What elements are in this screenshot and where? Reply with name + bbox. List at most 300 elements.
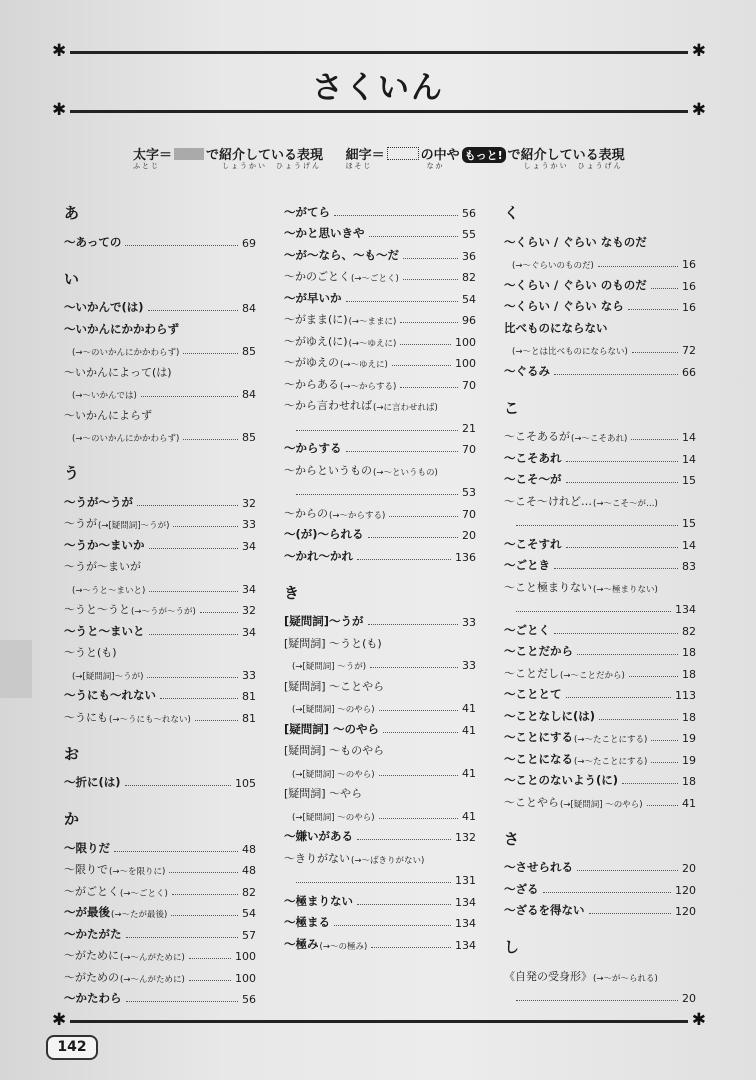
entry-text: ～からある — [284, 377, 339, 391]
entry-text: ～いかんによらず — [64, 408, 152, 422]
leader-dots — [599, 719, 678, 720]
title-underline-rule — [52, 100, 706, 120]
index-column-3 — [504, 198, 696, 1005]
leader-dots — [651, 740, 678, 741]
leader-dots — [371, 947, 451, 948]
entry-cross-reference: (→～を限りに) — [109, 867, 166, 877]
index-entry — [64, 294, 256, 316]
index-entry — [64, 877, 256, 899]
index-entry — [64, 899, 256, 921]
index-entry — [284, 542, 476, 564]
index-entry — [284, 823, 476, 845]
leader-dots — [392, 365, 451, 366]
entry-text: ～(が)～られる — [284, 527, 364, 541]
ruby: ほそじ — [345, 162, 373, 170]
entry-page-number: 66 — [682, 365, 696, 379]
legend — [133, 144, 643, 170]
entry-text: ～ことのないよう(に) — [504, 773, 619, 787]
entry-cross-reference: (→～うにも～れない) — [109, 714, 191, 725]
bottom-rule — [52, 1010, 706, 1030]
index-entry — [284, 413, 476, 435]
index-entry — [64, 963, 256, 985]
entry-page-number: 82 — [462, 271, 476, 284]
leader-dots — [296, 882, 451, 883]
entry-page-number: 33 — [462, 659, 476, 672]
entry-text: [疑問詞]～うが — [284, 614, 364, 628]
index-entry — [504, 724, 696, 746]
entry-page-number: 120 — [675, 883, 696, 897]
index-entry — [284, 198, 476, 220]
entry-page-number: 14 — [682, 452, 696, 466]
leader-dots — [160, 698, 238, 699]
leader-dots — [189, 980, 231, 981]
index-entry — [64, 488, 256, 510]
index-entry — [64, 660, 256, 682]
index-entry — [284, 327, 476, 349]
entry-cross-reference: (→～からする) — [340, 381, 397, 392]
leader-dots — [195, 720, 238, 721]
entry-text: ～うが — [64, 517, 97, 530]
leader-dots — [141, 396, 238, 397]
leader-dots — [543, 892, 672, 893]
entry-text: ～ざるを得ない — [504, 903, 585, 917]
index-entry — [284, 478, 476, 500]
legend-thin-desc: で紹介している表現 — [507, 148, 625, 163]
entry-text: ～かたがた — [64, 926, 122, 941]
entry-page-number: 132 — [455, 831, 476, 844]
leader-dots — [200, 612, 238, 613]
entry-text: (→[疑問詞] ～のやら) — [292, 812, 375, 823]
entry-page-number: 16 — [682, 301, 696, 314]
entry-page-number: 16 — [682, 258, 696, 271]
entry-text: ～からというもの — [284, 463, 372, 477]
entry-cross-reference: (→～の極み) — [319, 941, 368, 952]
entry-cross-reference: (→～こそ～が…) — [593, 498, 658, 509]
entry-page-number: 82 — [682, 624, 696, 638]
entry-text: ～かと思いきや — [284, 226, 365, 240]
entry-page-number: 18 — [682, 775, 696, 788]
leader-dots — [172, 894, 238, 895]
entry-cross-reference: (→に言わせれば) — [373, 403, 438, 413]
entry-text: ～ぐるみ — [504, 363, 550, 378]
index-entry — [504, 228, 696, 250]
entry-page-number: 32 — [242, 604, 256, 617]
index-entry — [284, 306, 476, 328]
entry-text: ～ことだし — [504, 666, 559, 680]
entry-text: ～ことになる — [504, 751, 573, 766]
leader-dots — [346, 451, 459, 452]
leader-dots — [379, 775, 458, 776]
entry-text: ～うが～うが — [64, 494, 133, 509]
index-entry — [64, 920, 256, 942]
entry-page-number: 81 — [242, 690, 256, 703]
leader-dots — [566, 461, 679, 462]
star-ornament-icon: ✱ — [52, 1010, 67, 1030]
index-entry — [64, 315, 256, 337]
index-entry — [284, 844, 476, 866]
leader-dots — [126, 937, 239, 938]
index-entry — [284, 241, 476, 263]
index-entry — [64, 553, 256, 575]
entry-cross-reference: (→[疑問詞] ～のやら) — [560, 799, 643, 810]
entry-page-number: 34 — [242, 625, 256, 639]
entry-page-number: 19 — [682, 732, 696, 745]
entry-text: [疑問詞] ～ものやら — [284, 744, 385, 757]
leader-dots — [149, 591, 238, 592]
entry-text: ～うと～まいと — [64, 623, 145, 638]
index-entry — [504, 250, 696, 272]
entry-page-number: 70 — [462, 443, 476, 456]
index-entry — [284, 715, 476, 737]
entry-text: ～がゆえの — [284, 356, 339, 369]
leader-dots — [370, 667, 458, 668]
entry-page-number: 56 — [242, 993, 256, 1006]
leader-dots — [147, 677, 238, 678]
index-entry — [64, 574, 256, 596]
entry-page-number: 33 — [462, 616, 476, 629]
entry-text: (→～いかんでは) — [72, 391, 137, 401]
leader-dots — [149, 634, 239, 635]
leader-dots — [379, 818, 458, 819]
entry-page-number: 85 — [242, 345, 256, 358]
entry-text: ～うにも — [64, 710, 108, 724]
legend-bold-label: 太字＝ — [133, 148, 173, 163]
entry-page-number: 85 — [242, 431, 256, 444]
index-entry — [284, 758, 476, 780]
entry-page-number: 84 — [242, 388, 256, 401]
legend-thin-label: 細字＝ — [345, 148, 385, 163]
leader-dots — [183, 353, 238, 354]
index-entry — [284, 263, 476, 285]
entry-page-number: 100 — [455, 335, 476, 349]
index-entry — [284, 499, 476, 521]
entry-text: ～ざる — [504, 881, 539, 896]
index-entry — [504, 314, 696, 336]
leader-dots — [554, 633, 678, 634]
entry-text: ～させられる — [504, 860, 573, 874]
entry-page-number: 100 — [235, 971, 256, 985]
entry-text: ～こと極まりない — [504, 580, 592, 594]
entry-page-number: 33 — [242, 518, 256, 531]
index-entry — [504, 788, 696, 810]
index-entry — [284, 435, 476, 457]
index-entry — [284, 780, 476, 802]
leader-dots — [403, 258, 458, 259]
index-entry — [284, 220, 476, 242]
index-entry — [284, 930, 476, 952]
entry-text: ～うにも～れない — [64, 688, 156, 702]
entry-cross-reference: (→～こそあれ) — [571, 434, 628, 444]
entry-text: ～からする — [284, 441, 342, 455]
leader-dots — [400, 387, 458, 388]
ruby: しょうかい ひょうげん — [222, 162, 322, 170]
leader-dots — [628, 309, 678, 310]
page-number: 142 — [46, 1035, 98, 1060]
entry-text: ～からの — [284, 506, 328, 520]
star-ornament-icon: ✱ — [691, 1010, 706, 1030]
index-entry — [284, 887, 476, 909]
leader-dots — [516, 611, 671, 612]
entry-text: ～極まりない — [284, 893, 353, 908]
leader-dots — [334, 925, 451, 926]
entry-page-number: 21 — [462, 421, 476, 435]
index-section-heading: く — [504, 204, 520, 222]
entry-text: ～いかんにかかわらず — [64, 321, 179, 336]
entry-page-number: 134 — [675, 603, 696, 616]
entry-text: ～極まる — [284, 915, 330, 929]
index-entry — [64, 380, 256, 402]
entry-text: ～がまま(に) — [284, 313, 348, 326]
entry-page-number: 33 — [242, 668, 256, 682]
leader-dots — [566, 697, 672, 698]
index-entry — [504, 552, 696, 574]
index-entry — [284, 370, 476, 392]
leader-dots — [403, 279, 458, 280]
entry-page-number: 48 — [242, 842, 256, 856]
star-ornament-icon: ✱ — [691, 41, 706, 61]
entry-cross-reference: (→～ゆえに) — [340, 360, 388, 370]
index-entry — [64, 682, 256, 704]
leader-dots — [368, 624, 458, 625]
entry-cross-reference: (→～というもの) — [373, 467, 438, 478]
entry-page-number: 69 — [242, 236, 256, 250]
entry-text: ～くらい / ぐらい なら — [504, 299, 624, 313]
entry-page-number: 20 — [682, 992, 696, 1005]
leader-dots — [169, 872, 238, 873]
index-entry — [504, 616, 696, 638]
index-entry — [284, 392, 476, 414]
entry-text: 比べものにならない — [504, 320, 608, 335]
entry-page-number: 55 — [462, 228, 476, 241]
index-entry — [64, 985, 256, 1007]
leader-dots — [651, 288, 678, 289]
entry-page-number: 41 — [462, 702, 476, 715]
entry-page-number: 36 — [462, 249, 476, 263]
index-entry — [64, 423, 256, 445]
entry-page-number: 70 — [462, 507, 476, 521]
entry-text: ～こそすれ — [504, 536, 562, 551]
index-entry — [504, 854, 696, 876]
entry-text: ～ことだから — [504, 644, 573, 658]
entry-text: ～がごとく — [64, 884, 119, 898]
leader-dots — [125, 785, 231, 786]
entry-cross-reference: (→～ままに) — [348, 317, 397, 327]
index-entry — [284, 651, 476, 673]
index-entry — [504, 745, 696, 767]
entry-page-number: 14 — [682, 431, 696, 444]
index-section-heading: あ — [64, 204, 80, 222]
index-column-2 — [284, 198, 476, 952]
entry-text: ～いかんで(は) — [64, 300, 144, 314]
motto-badge: もっと! — [462, 147, 506, 163]
index-entry — [64, 337, 256, 359]
leader-dots — [368, 537, 458, 538]
entry-text: ～かれ～かれ — [284, 548, 353, 563]
leader-dots — [114, 851, 238, 852]
entry-text: ～うと～うと — [64, 603, 130, 616]
entry-page-number: 19 — [682, 753, 696, 767]
index-entry — [284, 349, 476, 371]
entry-page-number: 105 — [235, 777, 256, 790]
entry-text: ～がための — [64, 970, 119, 984]
leader-dots — [647, 805, 678, 806]
leader-dots — [400, 344, 451, 345]
entry-page-number: 32 — [242, 496, 256, 510]
entry-text: (→～のいかんにかかわらず) — [72, 434, 180, 444]
ruby: しょうかい ひょうげん — [523, 162, 623, 170]
index-entry — [284, 608, 476, 630]
entry-cross-reference: (→～ことだから) — [560, 670, 625, 681]
entry-text: (→～とは比べものにならない) — [512, 347, 628, 357]
entry-page-number: 48 — [242, 864, 256, 877]
index-entry — [64, 617, 256, 639]
entry-text: ～ごとき — [504, 558, 550, 572]
entry-text: ～ことやら — [504, 795, 559, 809]
entry-page-number: 96 — [462, 314, 476, 327]
entry-page-number: 16 — [682, 279, 696, 293]
entry-text: ～かのごとく — [284, 270, 350, 283]
index-entry — [504, 487, 696, 509]
index-entry — [284, 629, 476, 651]
entry-text: ～がために — [64, 949, 119, 962]
legend-thin — [345, 144, 625, 170]
index-entry — [504, 595, 696, 617]
leader-dots — [383, 732, 458, 733]
entry-cross-reference: (→～ごとく) — [351, 274, 399, 284]
entry-text: ～が早いか — [284, 290, 342, 305]
leader-dots — [577, 654, 678, 655]
dotted-box — [387, 147, 419, 160]
index-entry — [504, 357, 696, 379]
index-entry — [504, 423, 696, 445]
entry-text: (→～のいかんにかかわらず) — [72, 348, 180, 358]
index-column-1 — [64, 198, 256, 1006]
index-entry — [504, 702, 696, 724]
index-entry — [64, 510, 256, 532]
entry-text: ～こそ～が — [504, 472, 562, 486]
index-entry — [64, 769, 256, 791]
leader-dots — [183, 439, 238, 440]
entry-page-number: 57 — [242, 928, 256, 942]
entry-cross-reference: (→～んがために) — [120, 974, 185, 985]
entry-cross-reference: (→～んがために) — [120, 953, 185, 963]
leader-dots — [296, 494, 458, 495]
entry-text: ～が～なら、～も～だ — [284, 247, 399, 262]
entry-text: [疑問詞] ～のやら — [284, 721, 380, 736]
index-section-heading: こ — [504, 398, 520, 417]
entry-page-number: 84 — [242, 302, 256, 315]
leader-dots — [173, 526, 238, 527]
index-entry — [504, 875, 696, 897]
index-entry — [504, 573, 696, 595]
entry-text: (→[疑問詞] ～のやら) — [292, 705, 375, 715]
index-entry — [64, 834, 256, 856]
entry-page-number: 18 — [682, 710, 696, 724]
leader-dots — [566, 547, 679, 548]
entry-text: ～が最後 — [64, 905, 110, 919]
entry-page-number: 15 — [682, 517, 696, 530]
entry-page-number: 134 — [455, 895, 476, 909]
entry-page-number: 41 — [462, 723, 476, 737]
legend-bold — [133, 144, 324, 170]
index-section-heading: う — [64, 464, 80, 482]
entry-page-number: 134 — [455, 938, 476, 952]
index-section-heading: し — [504, 938, 520, 956]
entry-text: ～きりがない — [284, 851, 350, 865]
entry-text: [疑問詞] ～うと(も) — [284, 636, 382, 650]
entry-text: ～限りだ — [64, 840, 110, 855]
entry-page-number: 134 — [455, 917, 476, 930]
entry-page-number: 131 — [455, 874, 476, 887]
entry-cross-reference: (→～極まりない) — [593, 584, 658, 595]
entry-page-number: 41 — [462, 766, 476, 780]
index-entry — [284, 521, 476, 543]
entry-cross-reference: (→～が～られる) — [593, 973, 658, 984]
entry-page-number: 54 — [462, 292, 476, 306]
entry-page-number: 41 — [462, 809, 476, 823]
leader-dots — [357, 839, 451, 840]
entry-text: ～がゆえ(に) — [284, 334, 348, 348]
entry-page-number: 70 — [462, 378, 476, 392]
entry-text: 《自発の受身形》 — [504, 969, 592, 983]
index-entry — [64, 531, 256, 553]
side-thumb-tab — [0, 640, 32, 698]
leader-dots — [126, 1001, 239, 1002]
entry-text: ～から言わせれば — [284, 399, 372, 412]
leader-dots — [125, 245, 238, 246]
entry-text: ～うと(も) — [64, 646, 117, 659]
index-entry — [64, 401, 256, 423]
entry-cross-reference: (→～ばきりがない) — [351, 855, 425, 866]
leader-dots — [566, 482, 679, 483]
gray-swatch — [174, 148, 204, 160]
entry-text: (→[疑問詞] ～のやら) — [292, 769, 375, 780]
entry-page-number: 120 — [675, 905, 696, 918]
index-entry — [64, 639, 256, 661]
entry-text: ～ことにする — [504, 730, 573, 744]
index-entry — [284, 801, 476, 823]
entry-page-number: 41 — [682, 796, 696, 810]
index-entry — [284, 456, 476, 478]
entry-text: ～ごとく — [504, 622, 550, 637]
entry-page-number: 20 — [462, 529, 476, 542]
legend-thin-mid: の中や — [420, 148, 460, 163]
entry-text: ～うか～まいか — [64, 537, 145, 552]
entry-text: ～くらい / ぐらい なものだ — [504, 234, 647, 249]
leader-dots — [577, 870, 678, 871]
index-entry — [64, 856, 256, 878]
entry-page-number: 18 — [682, 646, 696, 659]
entry-cross-reference: (→～からする) — [329, 510, 386, 521]
leader-dots — [554, 568, 678, 569]
leader-dots — [149, 548, 239, 549]
entry-text: (→[疑問詞]～うが) — [72, 671, 144, 682]
entry-text: ～極み — [284, 936, 319, 951]
entry-cross-reference: (→～たことにする) — [574, 756, 648, 767]
entry-text: ～こそあれ — [504, 450, 562, 465]
entry-cross-reference: (→～ごとく) — [120, 888, 168, 899]
entry-text: [疑問詞] ～やら — [284, 787, 363, 800]
leader-dots — [629, 676, 678, 677]
index-section-heading: い — [64, 269, 80, 288]
entry-page-number: 100 — [235, 950, 256, 963]
entry-page-number: 100 — [455, 357, 476, 370]
leader-dots — [632, 352, 678, 353]
leader-dots — [400, 322, 458, 323]
entry-cross-reference: (→[疑問詞]～うが) — [98, 521, 170, 531]
top-rule — [52, 41, 706, 61]
leader-dots — [334, 215, 458, 216]
